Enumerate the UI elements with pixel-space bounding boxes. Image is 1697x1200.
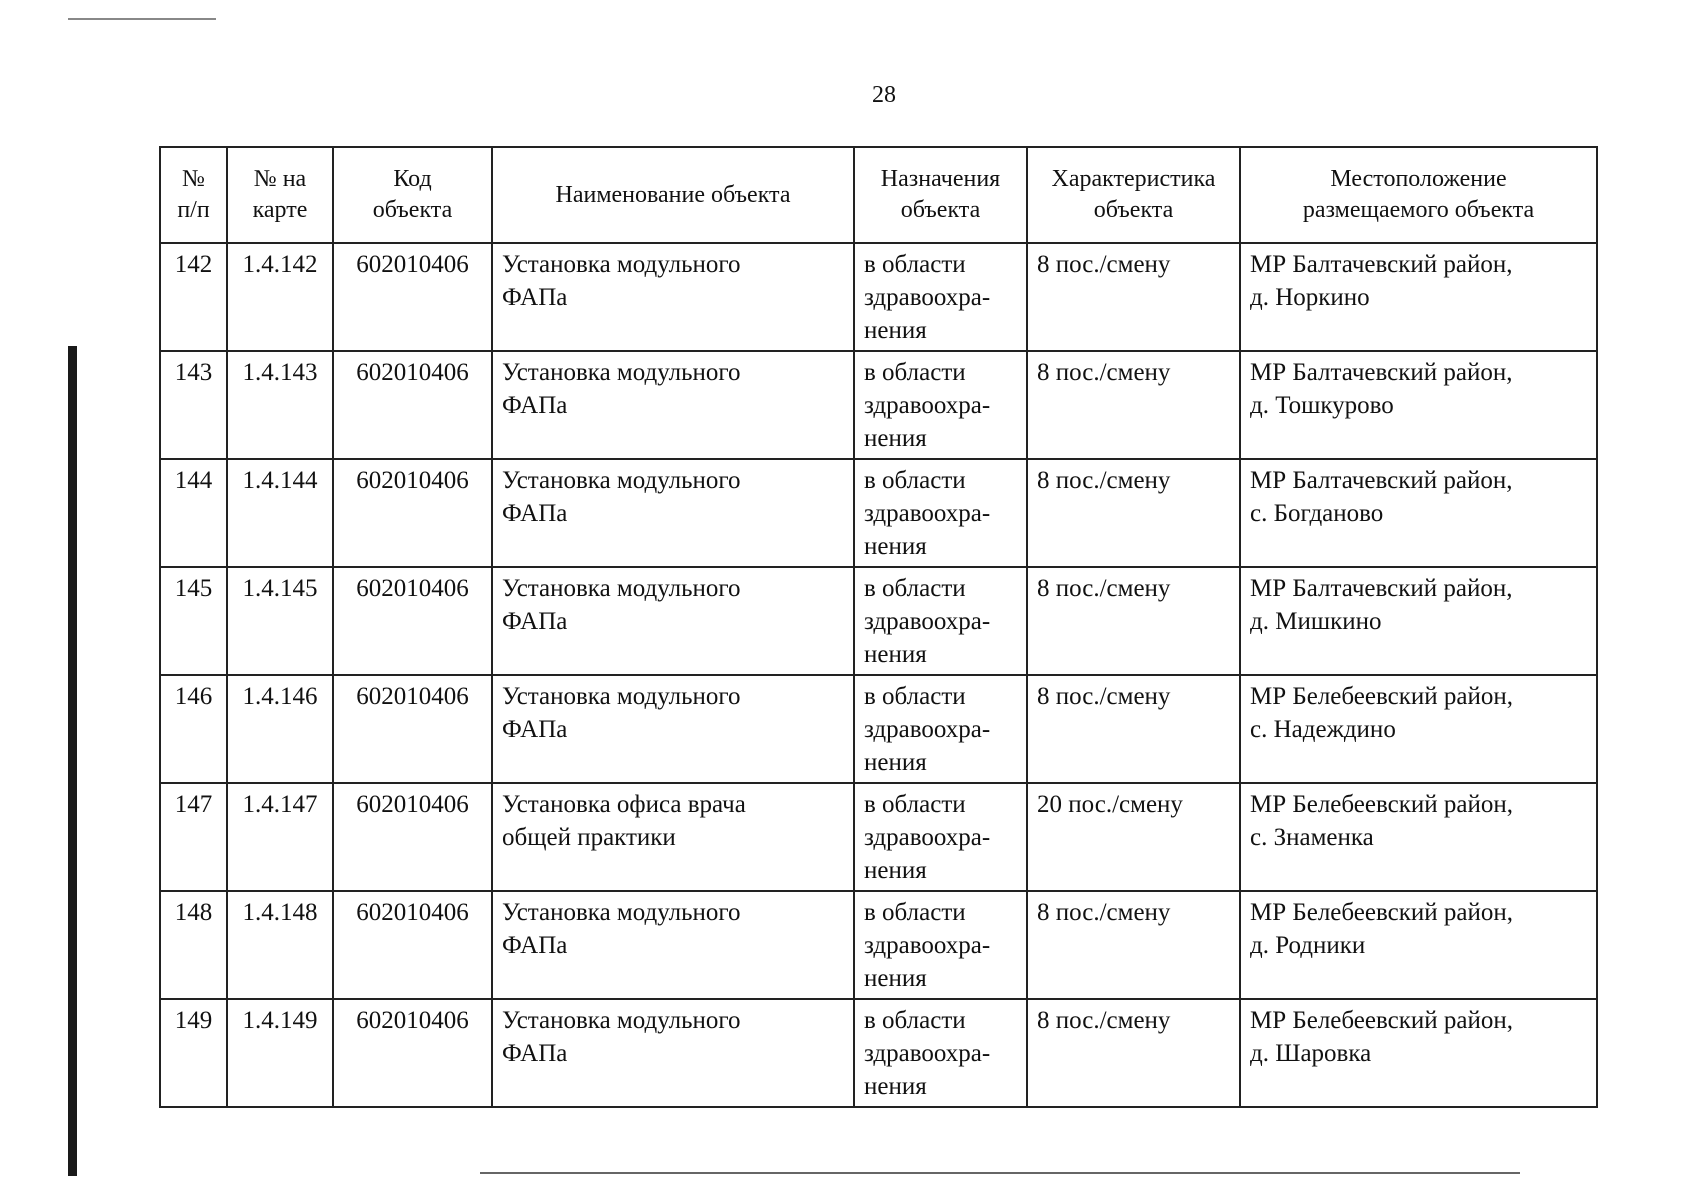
cell-line: в области (864, 251, 966, 278)
cell-purpose (854, 891, 1027, 999)
cell-purpose (854, 567, 1027, 675)
cell-line: № (182, 166, 205, 192)
header-purpose (854, 147, 1027, 243)
cell-purpose (854, 999, 1027, 1107)
cell-line: МР Балтачевский район, (1250, 575, 1513, 602)
cell-line: объекта (900, 197, 981, 223)
cell-map-num: 1.4.142 (227, 243, 333, 351)
table-row (160, 783, 1597, 891)
cell-line: здравоохра- (864, 392, 991, 419)
cell-purpose (854, 351, 1027, 459)
cell-line: нения (864, 641, 927, 668)
cell-line: д. Мишкино (1250, 608, 1382, 635)
cell-characteristic: 8 пос./смену (1027, 243, 1240, 351)
header-map-num (227, 147, 333, 243)
cell-line: нения (864, 965, 927, 992)
cell-line: нения (864, 317, 927, 344)
scan-artifact-top-line (68, 18, 216, 20)
cell-num: 147 (160, 783, 227, 891)
cell-line: нения (864, 857, 927, 884)
cell-line: д. Норкино (1250, 284, 1370, 311)
cell-line: Установка модульного (502, 251, 741, 278)
cell-line: ФАПа (502, 392, 568, 419)
cell-line: Установка модульного (502, 467, 741, 494)
cell-characteristic: 8 пос./смену (1027, 999, 1240, 1107)
page-number: 28 (872, 82, 896, 108)
table-row (160, 999, 1597, 1107)
cell-line: с. Знаменка (1250, 824, 1374, 851)
cell-name (492, 243, 854, 351)
cell-name (492, 675, 854, 783)
cell-code: 602010406 (333, 351, 492, 459)
cell-line: объекта (372, 197, 453, 223)
cell-line: Установка модульного (502, 899, 741, 926)
cell-purpose (854, 243, 1027, 351)
cell-line: в области (864, 899, 966, 926)
objects-table (159, 146, 1598, 1108)
table-header-row (160, 147, 1597, 243)
cell-line: общей практики (502, 824, 676, 851)
cell-num: 143 (160, 351, 227, 459)
header-location (1240, 147, 1597, 243)
cell-line: д. Родники (1250, 932, 1366, 959)
cell-line: в области (864, 683, 966, 710)
cell-line: Установка офиса врача (502, 791, 746, 818)
cell-line: с. Надеждино (1250, 716, 1396, 743)
cell-line: размещаемого объекта (1302, 197, 1535, 223)
cell-line: здравоохра- (864, 284, 991, 311)
cell-name (492, 783, 854, 891)
cell-map-num: 1.4.148 (227, 891, 333, 999)
cell-line: ФАПа (502, 1040, 568, 1067)
cell-line: Назначения (880, 166, 1001, 192)
cell-name (492, 351, 854, 459)
cell-line: ФАПа (502, 500, 568, 527)
cell-line: ФАПа (502, 608, 568, 635)
cell-line: № на (253, 166, 307, 192)
cell-line: в области (864, 1007, 966, 1034)
cell-name (492, 459, 854, 567)
table-row (160, 675, 1597, 783)
scan-artifact-left-bar (68, 346, 77, 1176)
cell-location (1240, 891, 1597, 999)
cell-code: 602010406 (333, 243, 492, 351)
cell-line: Установка модульного (502, 575, 741, 602)
cell-line: в области (864, 467, 966, 494)
cell-line: объекта (1093, 197, 1174, 223)
cell-line: Характеристика (1051, 166, 1216, 192)
table-body (160, 243, 1597, 1107)
cell-map-num: 1.4.145 (227, 567, 333, 675)
cell-line: ФАПа (502, 716, 568, 743)
cell-map-num: 1.4.149 (227, 999, 333, 1107)
cell-line: здравоохра- (864, 824, 991, 851)
cell-location (1240, 783, 1597, 891)
cell-line: Установка модульного (502, 683, 741, 710)
header-num (160, 147, 227, 243)
cell-location (1240, 675, 1597, 783)
cell-location (1240, 351, 1597, 459)
cell-line: МР Балтачевский район, (1250, 251, 1513, 278)
cell-code: 602010406 (333, 999, 492, 1107)
table-row (160, 243, 1597, 351)
cell-purpose (854, 783, 1027, 891)
cell-line: МР Белебеевский район, (1250, 791, 1514, 818)
cell-line: д. Шаровка (1250, 1040, 1372, 1067)
cell-purpose (854, 675, 1027, 783)
cell-line: МР Белебеевский район, (1250, 683, 1514, 710)
cell-line: ФАПа (502, 284, 568, 311)
table-row (160, 459, 1597, 567)
cell-line: Наименование объекта (555, 181, 791, 208)
cell-characteristic: 8 пос./смену (1027, 891, 1240, 999)
cell-line: здравоохра- (864, 500, 991, 527)
cell-line: здравоохра- (864, 716, 991, 743)
cell-num: 148 (160, 891, 227, 999)
cell-line: карте (252, 197, 308, 223)
cell-characteristic: 8 пос./смену (1027, 351, 1240, 459)
cell-characteristic: 20 пос./смену (1027, 783, 1240, 891)
cell-line: нения (864, 749, 927, 776)
cell-code: 602010406 (333, 567, 492, 675)
cell-line: Местоположение (1330, 166, 1507, 192)
cell-location (1240, 459, 1597, 567)
header-name (492, 147, 854, 243)
cell-location (1240, 567, 1597, 675)
cell-name (492, 891, 854, 999)
cell-map-num: 1.4.147 (227, 783, 333, 891)
cell-code: 602010406 (333, 675, 492, 783)
cell-map-num: 1.4.143 (227, 351, 333, 459)
cell-line: ФАПа (502, 932, 568, 959)
cell-line: с. Богданово (1250, 500, 1384, 527)
cell-line: МР Белебеевский район, (1250, 899, 1514, 926)
header-characteristic (1027, 147, 1240, 243)
cell-map-num: 1.4.146 (227, 675, 333, 783)
cell-map-num: 1.4.144 (227, 459, 333, 567)
scan-artifact-bottom-line (480, 1172, 1520, 1174)
cell-code: 602010406 (333, 783, 492, 891)
cell-characteristic: 8 пос./смену (1027, 567, 1240, 675)
cell-location (1240, 243, 1597, 351)
cell-line: в области (864, 575, 966, 602)
table-row (160, 567, 1597, 675)
cell-location (1240, 999, 1597, 1107)
cell-line: здравоохра- (864, 932, 991, 959)
cell-num: 144 (160, 459, 227, 567)
cell-num: 146 (160, 675, 227, 783)
cell-line: здравоохра- (864, 608, 991, 635)
cell-code: 602010406 (333, 459, 492, 567)
cell-characteristic: 8 пос./смену (1027, 459, 1240, 567)
cell-line: Код (393, 166, 432, 192)
cell-line: нения (864, 533, 927, 560)
cell-line: п/п (177, 197, 210, 223)
cell-line: Установка модульного (502, 1007, 741, 1034)
cell-line: МР Балтачевский район, (1250, 467, 1513, 494)
cell-num: 145 (160, 567, 227, 675)
cell-line: МР Белебеевский район, (1250, 1007, 1514, 1034)
cell-line: нения (864, 1073, 927, 1100)
cell-num: 142 (160, 243, 227, 351)
cell-name (492, 567, 854, 675)
cell-code: 602010406 (333, 891, 492, 999)
cell-line: нения (864, 425, 927, 452)
cell-purpose (854, 459, 1027, 567)
cell-num: 149 (160, 999, 227, 1107)
table-row (160, 891, 1597, 999)
cell-line: д. Тошкурово (1250, 392, 1394, 419)
cell-line: в области (864, 791, 966, 818)
cell-line: МР Балтачевский район, (1250, 359, 1513, 386)
cell-line: здравоохра- (864, 1040, 991, 1067)
cell-line: в области (864, 359, 966, 386)
cell-characteristic: 8 пос./смену (1027, 675, 1240, 783)
cell-line: Установка модульного (502, 359, 741, 386)
header-code (333, 147, 492, 243)
table-row (160, 351, 1597, 459)
cell-name (492, 999, 854, 1107)
